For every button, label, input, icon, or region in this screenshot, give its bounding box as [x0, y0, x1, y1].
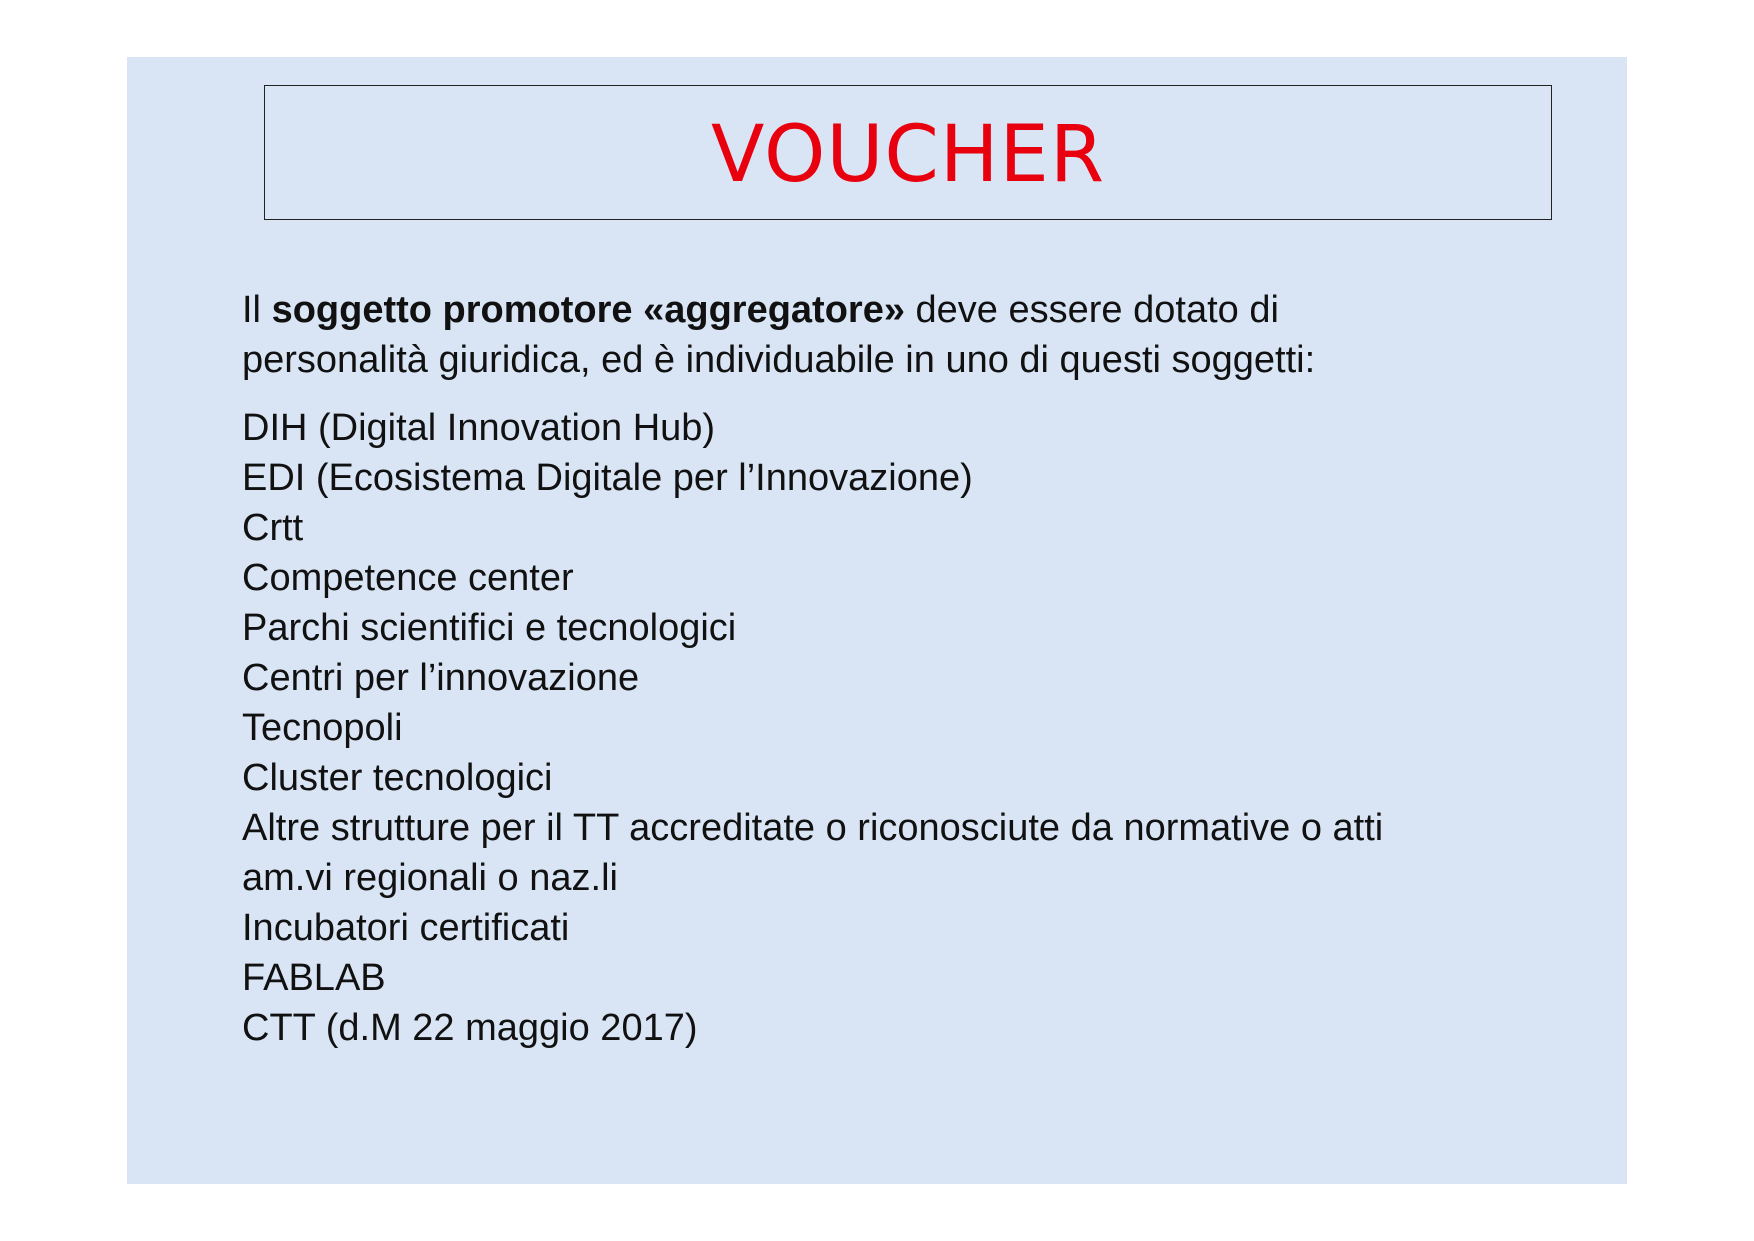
slide-title: VOUCHER [710, 109, 1106, 200]
intro-bold-term: soggetto promotore «aggregatore» [271, 289, 905, 331]
intro-prefix: Il [242, 289, 272, 331]
list-item: Altre strutture per il TT accreditate o riconosciute da normative o atti [242, 807, 1384, 849]
intro-line1-rest: deve essere dotato di [904, 289, 1279, 331]
intro-line2: personalità giuridica, ed è individuabile in uno di questi soggetti: [242, 339, 1316, 381]
list-item: Crtt [242, 507, 304, 549]
title-box [264, 85, 1552, 220]
list-item: Incubatori certificati [242, 907, 570, 949]
list-item: Tecnopoli [242, 707, 403, 749]
list-item: FABLAB [242, 957, 386, 999]
subject-list [242, 403, 1572, 1053]
list-item: am.vi regionali o naz.li [242, 857, 618, 899]
list-item: Competence center [242, 557, 574, 599]
list-item: Parchi scientifici e tecnologici [242, 607, 737, 649]
list-item: CTT (d.M 22 maggio 2017) [242, 1007, 698, 1049]
list-item: Centri per l’innovazione [242, 657, 640, 699]
list-item: DIH (Digital Innovation Hub) [242, 407, 716, 449]
intro-paragraph [242, 285, 1572, 385]
list-item: Cluster tecnologici [242, 757, 553, 799]
slide [127, 57, 1627, 1184]
list-item: EDI (Ecosistema Digitale per l’Innovazione) [242, 457, 973, 499]
